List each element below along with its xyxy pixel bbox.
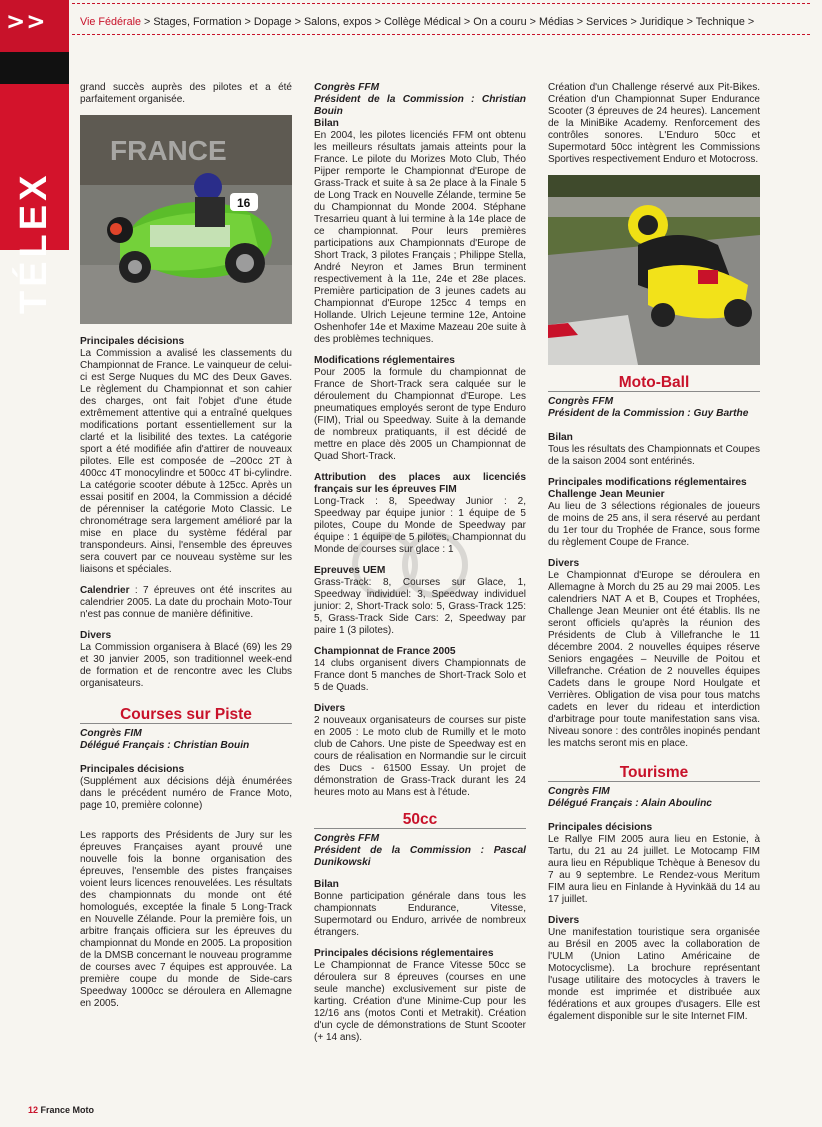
col2-congres: Congrès FFM [314, 82, 380, 93]
col2-bilan-text: En 2004, les pilotes licenciés FFM ont obtenu les meilleurs résultats jamais atteints pour la France. Le pilote du Morizes Moto Club, Théo Pijper remporte le Championnat d'Europe de Grass-Track et suite à sa 2e place à la Finale 5 de Long Track en Nouvelle Zélande, termine 5e du Championnat du Monde 2004. Stéphane Tresarrieu quant à lui termine à la 14e place de ce championnat. Pour leurs premières participations aux Championnats d'Europe de Short Track, 3 pilotes Français ; Philippe Stella, André Neyron et James Brun terminent respectivement à la 11e, 24e et 28e places. Première participation de 3 jeunes cadets au Championnat d'Europe 125cc 4 temps en Hollande. Ulrich Lejeune termine 12e, Antoine Oshenhofer 14e et Maxime Mazeau 20e suite à des problèmes techniques. [314, 130, 526, 345]
pocketbike-photo [548, 175, 760, 365]
50cc-congres: Congrès FFM [314, 833, 380, 844]
sidecar-photo [80, 115, 292, 324]
col2-bilan-title: Bilan [314, 118, 339, 129]
moto-ball-divers-text: Le Championnat d'Europe se déroulera en Allemagne à Morch du 25 au 29 mai 2005. Les calendriers NAT A et B, Coupes et Trophées, Challenge Jean Meunier ont été établis. Ils ne seront officiels qu'après la réunion des Présidents de Club à Villefranche le 11 décembre 2004. 2 nouvelles équipes réserve Seniors engagées – Neuville de Poitou et Villefranche. Création de 2 nouvelles équipes Cadets dans le groupe Nord Houlgate et Verrières. Obligation de visa pour tous matchs cadets en lever du rideau et interdiction d'arbitrage pour toute manifestation sans visa. Niveau sonore : des contrôles inopinés pendant les matchs seront mis en place. [548, 570, 760, 749]
nav-dashed-rule [72, 34, 810, 35]
section-tab [0, 0, 69, 52]
50cc-regl-text: Le Championnat de France Vitesse 50cc se déroulera sur 8 épreuves (courses en une seule manche) exclusivement sur piste de karting. Création d'une Minime-Cup pour les 12/16 ans (motos Conti et Metrakit). Création d'un cycle de démonstrations de Stunt Scooter (+ 14 ans). [314, 960, 526, 1043]
moto-ball-modif-title2: Challenge Jean Meunier [548, 489, 665, 500]
magazine-name: France Moto [38, 1105, 95, 1115]
moto-ball-congres: Congrès FFM [548, 396, 614, 407]
side-tab-band [0, 84, 69, 314]
col1-calendrier-text: : 7 épreuves ont été inscrites au calendrier 2005. La date du prochain Moto-Tour n'est pas connue de manière définitive. [80, 585, 292, 620]
piste-congres: Congrès FIM [80, 728, 142, 739]
svg-text:16: 16 [237, 196, 251, 210]
col2-attrib-text: Long-Track : 8, Speedway Junior : 2, Speedway par équipe junior : 1 équipe de 5 pilotes, Coupe du Monde de Speedway par équipe : 1 équipe de 5 pilotes, Championnat du Monde de courses sur glace : 1 [314, 496, 526, 555]
piste-decisions-text: (Supplément aux décisions déjà énumérées dans le précédent numéro de France Moto, page 10, première colonne) [80, 776, 292, 811]
col3-intro: Création d'un Challenge réservé aux Pit-Bikes. Création d'un Championnat Super Endurance Scooter (3 épreuves de 24 heures). Lancement de la MiniBike Academy. Renforcement des contrôles sonores. L'Enduro 50cc et Supermotard 50cc intègrent les Commissions Sportives respectivement Enduro et Motocross. [548, 82, 760, 165]
col1-calendrier-label: Calendrier [80, 585, 130, 596]
piste-decisions-title: Principales décisions [80, 764, 185, 775]
col2-modif-title: Modifications réglementaires [314, 355, 455, 366]
col2-attrib-title: Attribution des places aux licenciés français sur les épreuves FIM [314, 472, 526, 495]
pocketbike-photo-image [548, 175, 760, 365]
col2-cf-title: Championnat de France 2005 [314, 646, 456, 657]
50cc-heading: 50cc [314, 814, 526, 829]
page-footer [28, 1105, 94, 1115]
tourisme-divers-title: Divers [548, 915, 580, 926]
piste-delegue: Délégué Français : Christian Bouin [80, 740, 250, 751]
col2-cf-text: 14 clubs organisent divers Championnats de France dont 5 manches de Short-Track Solo et 5 de Quads. [314, 658, 526, 693]
50cc-bilan-title: Bilan [314, 879, 339, 890]
piste-text2: Les rapports des Présidents de Jury sur les épreuves Françaises ayant prouvé une nouvelle fois la bonne organisation des épreuves, l'ensemble des pistes françaises voient leurs licences renouvelées. Les résultats des championnats du monde ont été homologués, exceptée la finale 5 Long-Track en Nouvelle Zélande. Pour la première fois, un arbitre français officiera sur les épreuves du championnat du Monde en 2005. La proposition de la DMSB concernant le nouveau programme de courses avec 7 équipes est approuvée. La première coupe du monde de Side-cars Speedway 1000cc se déroulera en Allemagne en 2005. [80, 830, 292, 1009]
sidecar-photo-image [80, 115, 292, 324]
courses-piste-heading: Courses sur Piste [80, 709, 292, 724]
tourisme-delegue: Délégué Français : Alain Aboulinc [548, 798, 712, 809]
50cc-bilan-text: Bonne participation générale dans tous les championnats Endurance, Vitesse, Supermotard ou Enduro, arrivée de nombreux étrangers. [314, 891, 526, 938]
tourisme-congres: Congrès FIM [548, 786, 610, 797]
breadcrumb-rest[interactable]: > Stages, Formation > Dopage > Salons, expos > Collège Médical > On a couru > Médias > Services > Juridique > Technique > [141, 16, 755, 28]
col2-president: Président de la Commission : Christian Bouin [314, 94, 526, 117]
tourisme-decisions-title: Principales décisions [548, 822, 653, 833]
moto-ball-bilan-title: Bilan [548, 432, 573, 443]
col2-divers-title: Divers [314, 703, 346, 714]
50cc-regl-title: Principales décisions réglementaires [314, 948, 494, 959]
col1-intro: grand succès auprès des pilotes et a été parfaitement organisée. [80, 82, 292, 105]
side-tab-divider [0, 52, 69, 84]
moto-ball-modif-text: Au lieu de 3 sélections régionales de joueurs de moins de 25 ans, il sera réservé au perdant du 1er tour du Trophée de France, sous forme du règlement Coupe de France. [548, 501, 760, 548]
double-chevron-icon: >> [6, 9, 47, 35]
col2-uem-title: Epreuves UEM [314, 565, 386, 576]
col1-divers-title: Divers [80, 630, 112, 641]
tourisme-heading: Tourisme [548, 767, 760, 782]
col1-divers-text: La Commission organisera à Blacé (69) les 29 et 30 janvier 2005, son traditionnel week-end de formation et de rencontre avec les Clubs organisateurs. [80, 642, 292, 689]
top-dashed-rule [72, 3, 810, 4]
breadcrumb [80, 16, 754, 28]
col1-calendrier [80, 585, 292, 621]
col1-s1-title: Principales décisions [80, 336, 185, 347]
moto-ball-heading: Moto-Ball [548, 377, 760, 392]
page-number: 12 [28, 1105, 39, 1115]
watermark-logo [350, 520, 470, 610]
col2-uem-text: Grass-Track: 8, Courses sur Glace, 1, Speedway individuel: 3, Speedway individuel junior: 2, Short-Track solo: 5, Grass-Track 125: 5, Grass-Track Side Cars: 2, Speedway par paire 1 (3 pilotes). [314, 577, 526, 636]
column-3 [548, 82, 760, 1032]
col2-divers-text: 2 nouveaux organisateurs de courses sur piste en 2005 : Le moto club de Rumilly et le moto club de Cahors. Une piste de Speedway est en cours de réalisation en Normandie sur le circuit des Ducs - 61500 Essay. Un projet de démonstration de Grass-Track durant les 24 heures moto au Mans est à l'étude. [314, 715, 526, 798]
moto-ball-modif-title: Principales modifications réglementaires [548, 477, 747, 488]
tourisme-divers-text: Une manifestation touristique sera organisée au Brésil en 2005 avec la collaboration de l'ULM (Union Latino Américaine de Motocyclisme). La brochure représentant l'usage utilitaire des motocycles à travers le monde est imprimée et distribuée aux fédérations et aux groupes d'usagers. Elle est également disponible sur le site Internet FIM. [548, 927, 760, 1022]
50cc-president: Président de la Commission : Pascal Dunikowski [314, 845, 526, 868]
moto-ball-divers-title: Divers [548, 558, 580, 569]
moto-ball-bilan-text: Tous les résultats des Championnats et Coupes de la saison 2004 sont entérinés. [548, 444, 760, 467]
svg-text:FRANCE: FRANCE [110, 135, 227, 166]
section-title: TÉLEX [13, 171, 55, 314]
col2-modif-text: Pour 2005 la formule du championnat de France de Short-Track sera calquée sur le déroulement du Championnat d'Europe. Les pneumatiques employés seront de type Enduro (FIM), Trial ou Speedway. Suite à la demande de nombreux pratiquants, il est décidé de mettre en place dès 2005 un Championnat de Quad Short-Track. [314, 367, 526, 462]
column-1 [80, 82, 292, 1019]
tourisme-decisions-text: Le Rallye FIM 2005 aura lieu en Estonie, à Tartu, du 21 au 24 juillet. Le Motocamp FIM aura lieu en République Tchèque à Benesov du 7 au 9 septembre. Le Rendez-vous Meritum FIM aura lieu en Finlande à Hyvinkää du 14 au 17 juillet. [548, 834, 760, 905]
moto-ball-president: Président de la Commission : Guy Barthe [548, 408, 749, 419]
col1-s1-text: La Commission a avalisé les classements du Championnat de France. Le vainqueur de celui-ci est Serge Nuques du MC des Deux Gaves. Le règlement du Championnat et son cahier des charges, ont fait l'objet d'une étude extrêmement attentive qui a entraîné quelques modifications portant essentiellement sur la clarté et la lisibilité des textes. La catégorie sport a été modifiée afin d'attirer de nouveaux pilotes. Elle est composée de –200cc 2T à 400cc 4T monocylindre et 500cc 4T bi-cylindre. La catégorie scooter débute à 125cc. Après un essai positif en 2004, la Commission a décidé de pérenniser la catégorie Moto Classic. Le chronométrage sera largement amélioré par la mise en place du système fédéral par transpondeurs. Ainsi, l'ensemble des épreuves sera couvert par ce nouveau système sur les liaisons et spéciales. [80, 348, 292, 575]
breadcrumb-current[interactable]: Vie Fédérale [80, 16, 142, 28]
